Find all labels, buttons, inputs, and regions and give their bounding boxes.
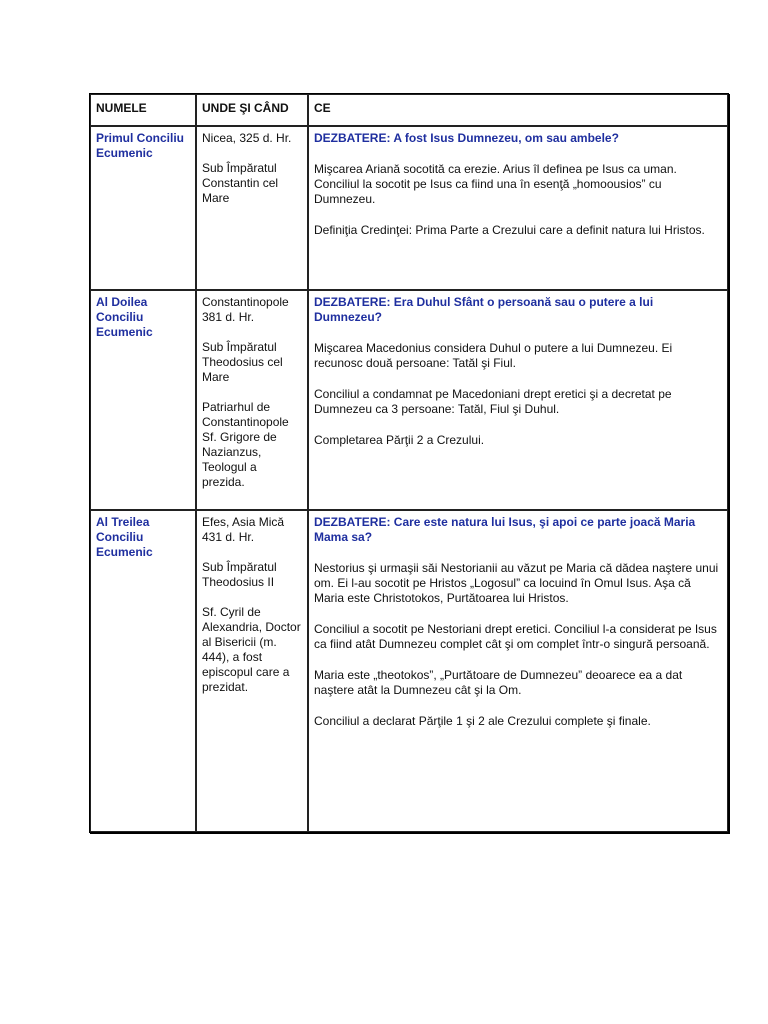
where-when-cell <box>196 290 308 510</box>
paragraph: Conciliul a condamnat pe Macedoniani drept eretici şi a decretat pe Dumnezeu ca 3 persoane: Tatăl, Fiul şi Duhul. <box>314 387 672 416</box>
table-row <box>90 126 728 290</box>
paragraph: Mişcarea Ariană socotită ca erezie. Arius îl definea pe Isus ca uman. Conciliul la socotit pe Isus ca fiind una în esenţă „homoousios” cu Dumnezeu. <box>314 162 677 206</box>
where-line: Nicea, 325 d. Hr. <box>202 131 292 145</box>
debate-title: DEZBATERE: Care este natura lui Isus, şi apoi ce parte joacă Maria Mama sa? <box>314 515 696 544</box>
council-name-cell <box>90 290 196 510</box>
where-line: Patriarhul de Constantinopole Sf. Grigore de Nazianzus, Teologul a prezida. <box>202 400 289 489</box>
paragraph: Definiţia Credinţei: Prima Parte a Crezului care a definit natura lui Hristos. <box>314 223 705 237</box>
paragraph: Mişcarea Macedonius considera Duhul o putere a lui Dumnezeu. Ei recunosc două persoane: Tatăl şi Fiul. <box>314 341 673 370</box>
where-line: Sub Împăratul Theodosius II <box>202 560 277 589</box>
paragraph: Maria este „theotokos”, „Purtătoare de Dumnezeu” deoarece ea a dat naştere atât la Dumnezeu cât şi la Om. <box>314 668 683 697</box>
debate-title: DEZBATERE: A fost Isus Dumnezeu, om sau ambele? <box>314 131 619 145</box>
where-line: Constantinopole 381 d. Hr. <box>202 295 289 324</box>
where-line: Sub Împăratul Constantin cel Mare <box>202 161 279 205</box>
councils-table <box>89 93 729 833</box>
council-name: Al Treilea Conciliu Ecumenic <box>96 515 153 559</box>
council-name-cell <box>90 126 196 290</box>
table-row <box>90 510 728 832</box>
paragraph: Completarea Părţii 2 a Crezului. <box>314 433 485 447</box>
table-row <box>90 290 728 510</box>
debate-title: DEZBATERE: Era Duhul Sfânt o persoană sau o putere a lui Dumnezeu? <box>314 295 654 324</box>
where-line: Sub Împăratul Theodosius cel Mare <box>202 340 283 384</box>
where-line: Efes, Asia Mică 431 d. Hr. <box>202 515 285 544</box>
where-when-cell <box>196 126 308 290</box>
council-name: Al Doilea Conciliu Ecumenic <box>96 295 153 339</box>
where-line: Sf. Cyril de Alexandria, Doctor al Bisericii (m. 444), a fost episcopul care a prezidat. <box>202 605 301 694</box>
where-when-cell <box>196 510 308 832</box>
council-name-cell <box>90 510 196 832</box>
header-unde-si-cand: UNDE ŞI CÂND <box>196 94 308 126</box>
paragraph: Conciliul a declarat Părţile 1 şi 2 ale Crezului complete şi finale. <box>314 714 651 728</box>
what-cell <box>308 290 728 510</box>
paragraph: Nestorius şi urmaşii săi Nestorianii au văzut pe Maria că dădea naştere unui om. Ei l-au socotit pe Hristos „Logosul” ca locuind în Omul Isus. Aşa că Maria este Christotokos, Purtătoarea lui Hristos. <box>314 561 719 605</box>
header-numele: NUMELE <box>90 94 196 126</box>
council-name: Primul Conciliu Ecumenic <box>96 131 185 160</box>
what-cell <box>308 126 728 290</box>
paragraph: Conciliul a socotit pe Nestoriani drept eretici. Conciliul l-a considerat pe Isus ca fiind atât Dumnezeu complet cât şi om complet într-o singură persoană. <box>314 622 717 651</box>
table-header-row <box>90 94 728 126</box>
what-cell <box>308 510 728 832</box>
header-ce: CE <box>308 94 728 126</box>
